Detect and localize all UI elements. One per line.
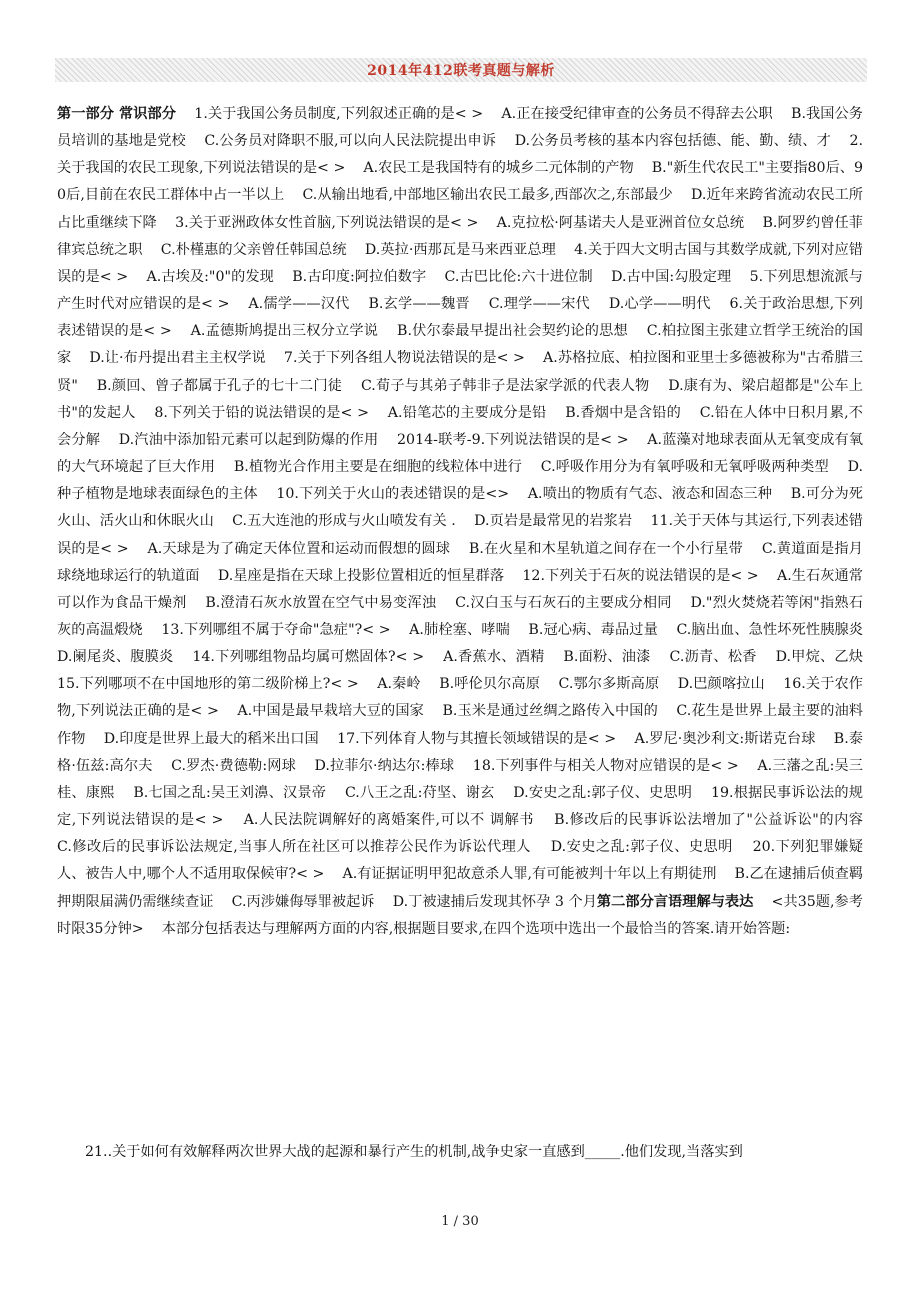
question-21: 21..关于如何有效解释两次世界大战的起源和暴行产生的机制,战争史家一直感到_____.他们发现,当落实到 [85, 1144, 743, 1160]
header-band [55, 58, 867, 82]
document-title: 2014年412联考真题与解析 [367, 63, 555, 79]
page-number: 1 / 30 [441, 1214, 479, 1229]
section2-heading: 第二部分言语理解与表达 [596, 893, 754, 910]
section1-heading: 第一部分 常识部分 [57, 106, 177, 122]
document-body [57, 101, 882, 937]
section1-text: 1.关于我国公务员制度,下列叙述正确的是< > A.正在接受纪律审查的公务员不得辞去公职 B.我国公务员培训的基地是党校 C.公务员对降职不服,可以向人民法院提出申诉 D.公务员考核的基本内容包括德、能、勤、绩、才 2.关于我国的农民工现象,下列说法错误的是< > A.农民工是我国特有的城乡二元体制的产物 B."新生代农民工"主要指80后、90后,目前在农民工群体中占一半以上 C.从输出地看,中部地区输出农民工最多,西部次之,东部最少 D.近年来跨省流动农民工所占比重继续下降 3.关于亚洲政体女性首脑,下列说法错误的是< > A.克拉松·阿基诺夫人是亚洲首位女总统 B.阿罗约曾任菲律宾总统之职 C.朴槿惠的父亲曾任韩国总统 D.英拉·西那瓦是马来西亚总理 4.关于四大文明古国与其数学成就,下列对应错误的是< > A.古埃及:"0"的发现 B.古印度:阿拉伯数字 C.古巴比伦:六十进位制 D.古中国:勾股定理 5.下列思想流派与产生时代对应错误的是< > A.儒学——汉代 B.玄学——魏晋 C.理学——宋代 D.心学——明代 6.关于政治思想,下列表述错误的是< > A.孟德斯鸠提出三权分立学说 B.伏尔泰最早提出社会契约论的思想 C.柏拉图主张建立哲学王统治的国家 D.让·布丹提出君主主权学说 7.关于下列各组人物说法错误的是< > A.苏格拉底、柏拉图和亚里士多德被称为"古希腊三贤" B.颜回、曾子都属于孔子的七十二门徒 C.荀子与其弟子韩非子是法家学派的代表人物 D.康有为、梁启超都是"公车上书"的发起人 8.下列关于铅的说法错误的是< > A.铅笔芯的主要成分是铅 B.香烟中是含铅的 C.铅在人体中日积月累,不会分解 D.汽油中添加铅元素可以起到防爆的作用 2014-联考-9.下列说法错误的是< > A.蓝藻对地球表面从无氧变成有氧的大气环境起了巨大作用 B.植物光合作用主要是在细胞的线粒体中进行 C.呼吸作用分为有氧呼吸和无氧呼吸两种类型 D.种子植物是地球表面绿色的主体 10.下列关于火山的表述错误的是<> A.喷出的物质有气态、液态和固态三种 B.可分为死火山、活火山和休眠火山 C.五大连池的形成与火山喷发有关 . D.页岩是最常见的岩浆岩 11.关于天体与其运行,下列表述错误的是< > A.天球是为了确定天体位置和运动而假想的圆球 B.在火星和木星轨道之间存在一个小行星带 C.黄道面是指月球绕地球运行的轨道面 D.星座是指在天球上投影位置相近的恒星群落 12.下列关于石灰的说法错误的是< > A.生石灰通常可以作为食品干燥剂 B.澄清石灰水放置在空气中易变浑浊 C.汉白玉与石灰石的主要成分相同 D."烈火焚烧若等闲"指熟石灰的高温煅烧 13.下列哪组不属于夺命"急症"?< > A.肺栓塞、哮喘 B.冠心病、毒品过量 C.脑出血、急性坏死性胰腺炎 D.阑尾炎、腹膜炎 14.下列哪组物品均属可燃固体?< > A.香蕉水、酒精 B.面粉、油漆 C.沥青、松香 D.甲烷、乙炔 15.下列哪项不在中国地形的第二级阶梯上?< > A.秦岭 B.呼伦贝尔高原 C.鄂尔多斯高原 D.巴颜喀拉山 16.关于农作物,下列说法正确的是< > A.中国是最早栽培大豆的国家 B.玉米是通过丝绸之路传入中国的 C.花生是世界上最主要的油料作物 D.印度是世界上最大的稻米出口国 17.下列体育人物与其擅长领域错误的是< > A.罗尼·奥沙利文:斯诺克台球 B.泰格·伍兹:高尔夫 C.罗杰·费德勒:网球 D.拉菲尔·纳达尔:棒球 18.下列事件与相关人物对应错误的是< > A.三藩之乱:吴三桂、康熙 B.七国之乱:吴王刘濞、汉景帝 C.八王之乱:苻坚、谢玄 D.安史之乱:郭子仪、史思明 19.根据民事诉讼法的规定,下列说法错误的是< > A.人民法院调解好的离婚案件,可以不 调解书 B.修改后的民事诉讼法增加了"公益诉讼"的内容 C.修改后的民事诉讼法规定,当事人所在社区可以推荐公民作为诉讼代理人 D.安史之乱:郭子仪、史思明 20.下列犯罪嫌疑人、被告人中,哪个人不适用取保候审?< > A.有证据证明甲犯故意杀人罪,有可能被判十年以上有期徒刑 B.乙在逮捕后侦查羁押期限届满仍需继续查证 C.丙涉嫌侮辱罪被起诉 D.丁被逮捕后发现其怀孕 3 个月 [57, 106, 882, 910]
section2-text: <共35题,参考时限35分钟> 本部分包括表达与理解两方面的内容,根据题目要求,在四个选项中选出一个最恰当的答案.请开始答题: [57, 893, 863, 937]
